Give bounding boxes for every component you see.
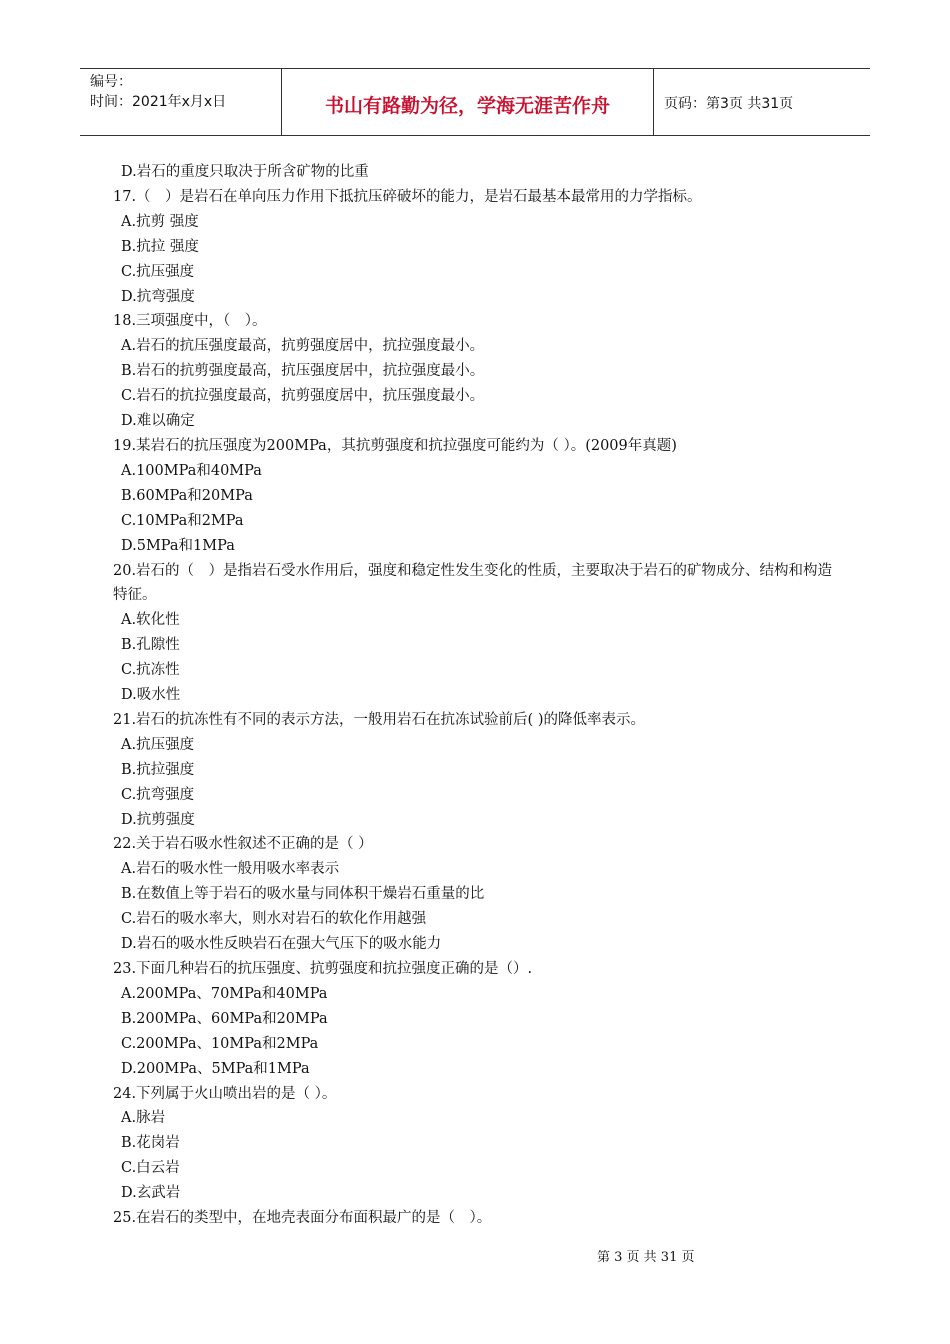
answer-option: C.岩石的吸水率大，则水对岩石的软化作用越强 [121, 911, 427, 928]
answer-option: B.花岗岩 [121, 1135, 180, 1152]
question-text: 21.岩石的抗冻性有不同的表示方法，一般用岩石在抗冻试验前后( )的降低率表示。 [113, 711, 645, 728]
answer-option: B.抗拉 强度 [121, 238, 199, 255]
answer-option: B.岩石的抗剪强度最高，抗压强度居中，抗拉强度最小。 [121, 363, 485, 380]
answer-option: A.抗剪 强度 [121, 213, 199, 230]
answer-option: B.在数值上等于岩石的吸水量与同体积干燥岩石重量的比 [121, 886, 485, 903]
header-page-number: 页码：第3页 共31页 [664, 96, 794, 112]
header-meta [80, 69, 282, 135]
question-text: 22.关于岩石吸水性叙述不正确的是（ ） [113, 836, 373, 853]
answer-option: C.岩石的抗拉强度最高，抗剪强度居中，抗压强度最小。 [121, 388, 485, 405]
page-footer: 第 3 页 共 31 页 [597, 1250, 695, 1265]
answer-option: B.200MPa、60MPa和20MPa [121, 1010, 328, 1027]
page-header [80, 68, 870, 136]
answer-option: A.软化性 [121, 612, 180, 629]
header-motto: 书山有路勤为径，学海无涯苦作舟 [282, 69, 654, 135]
answer-option: A.岩石的抗压强度最高，抗剪强度居中，抗拉强度最小。 [121, 338, 485, 355]
answer-option: D.抗剪强度 [121, 811, 195, 828]
answer-option: A.100MPa和40MPa [121, 462, 262, 479]
answer-option: D.岩石的吸水性反映岩石在强大气压下的吸水能力 [121, 936, 442, 953]
answer-option: C.抗冻性 [121, 662, 180, 679]
answer-option: A.岩石的吸水性一般用吸水率表示 [121, 861, 340, 878]
answer-option: A.抗压强度 [121, 736, 195, 753]
answer-option: C.白云岩 [121, 1160, 180, 1177]
question-text: 17.（ ）是岩石在单向压力作用下抵抗压碎破坏的能力，是岩石最基本最常用的力学指标。 [113, 188, 702, 205]
answer-option: C.200MPa、10MPa和2MPa [121, 1035, 319, 1052]
answer-option: C.抗弯强度 [121, 786, 195, 803]
answer-option: D.玄武岩 [121, 1185, 181, 1202]
answer-option: B.孔隙性 [121, 637, 180, 654]
question-text: 19.某岩石的抗压强度为200MPa，其抗剪强度和抗拉强度可能约为（ ）。(2009年真题) [113, 437, 677, 454]
question-text: 25.在岩石的类型中，在地壳表面分布面积最广的是（ ）。 [113, 1210, 492, 1227]
answer-option: A.脉岩 [121, 1110, 166, 1127]
question-text: 20.岩石的（ ）是指岩石受水作用后，强度和稳定性发生变化的性质，主要取决于岩石的矿物成分、结构和构造特征。 [113, 562, 833, 604]
question-text: 24.下列属于火山喷出岩的是（ ）。 [113, 1085, 337, 1102]
question-text: 23.下面几种岩石的抗压强度、抗剪强度和抗拉强度正确的是（）. [113, 961, 533, 977]
answer-option: D.吸水性 [121, 687, 181, 704]
number-label: 编号： [90, 74, 132, 90]
answer-option: D.200MPa、5MPa和1MPa [121, 1060, 310, 1077]
answer-option: D.抗弯强度 [121, 288, 195, 305]
answer-option: A.200MPa、70MPa和40MPa [121, 985, 328, 1002]
time-label: 时间：2021年x月x日 [90, 94, 227, 110]
answer-option: D.难以确定 [121, 413, 195, 430]
question-text: 18.三项强度中，（ ）。 [113, 313, 267, 330]
answer-option: B.60MPa和20MPa [121, 487, 253, 504]
answer-option: D.岩石的重度只取决于所含矿物的比重 [121, 164, 369, 180]
answer-option: C.抗压强度 [121, 263, 195, 280]
answer-option: C.10MPa和2MPa [121, 512, 244, 529]
answer-option: B.抗拉强度 [121, 761, 195, 778]
document-body [113, 160, 843, 1231]
answer-option: D.5MPa和1MPa [121, 537, 235, 554]
